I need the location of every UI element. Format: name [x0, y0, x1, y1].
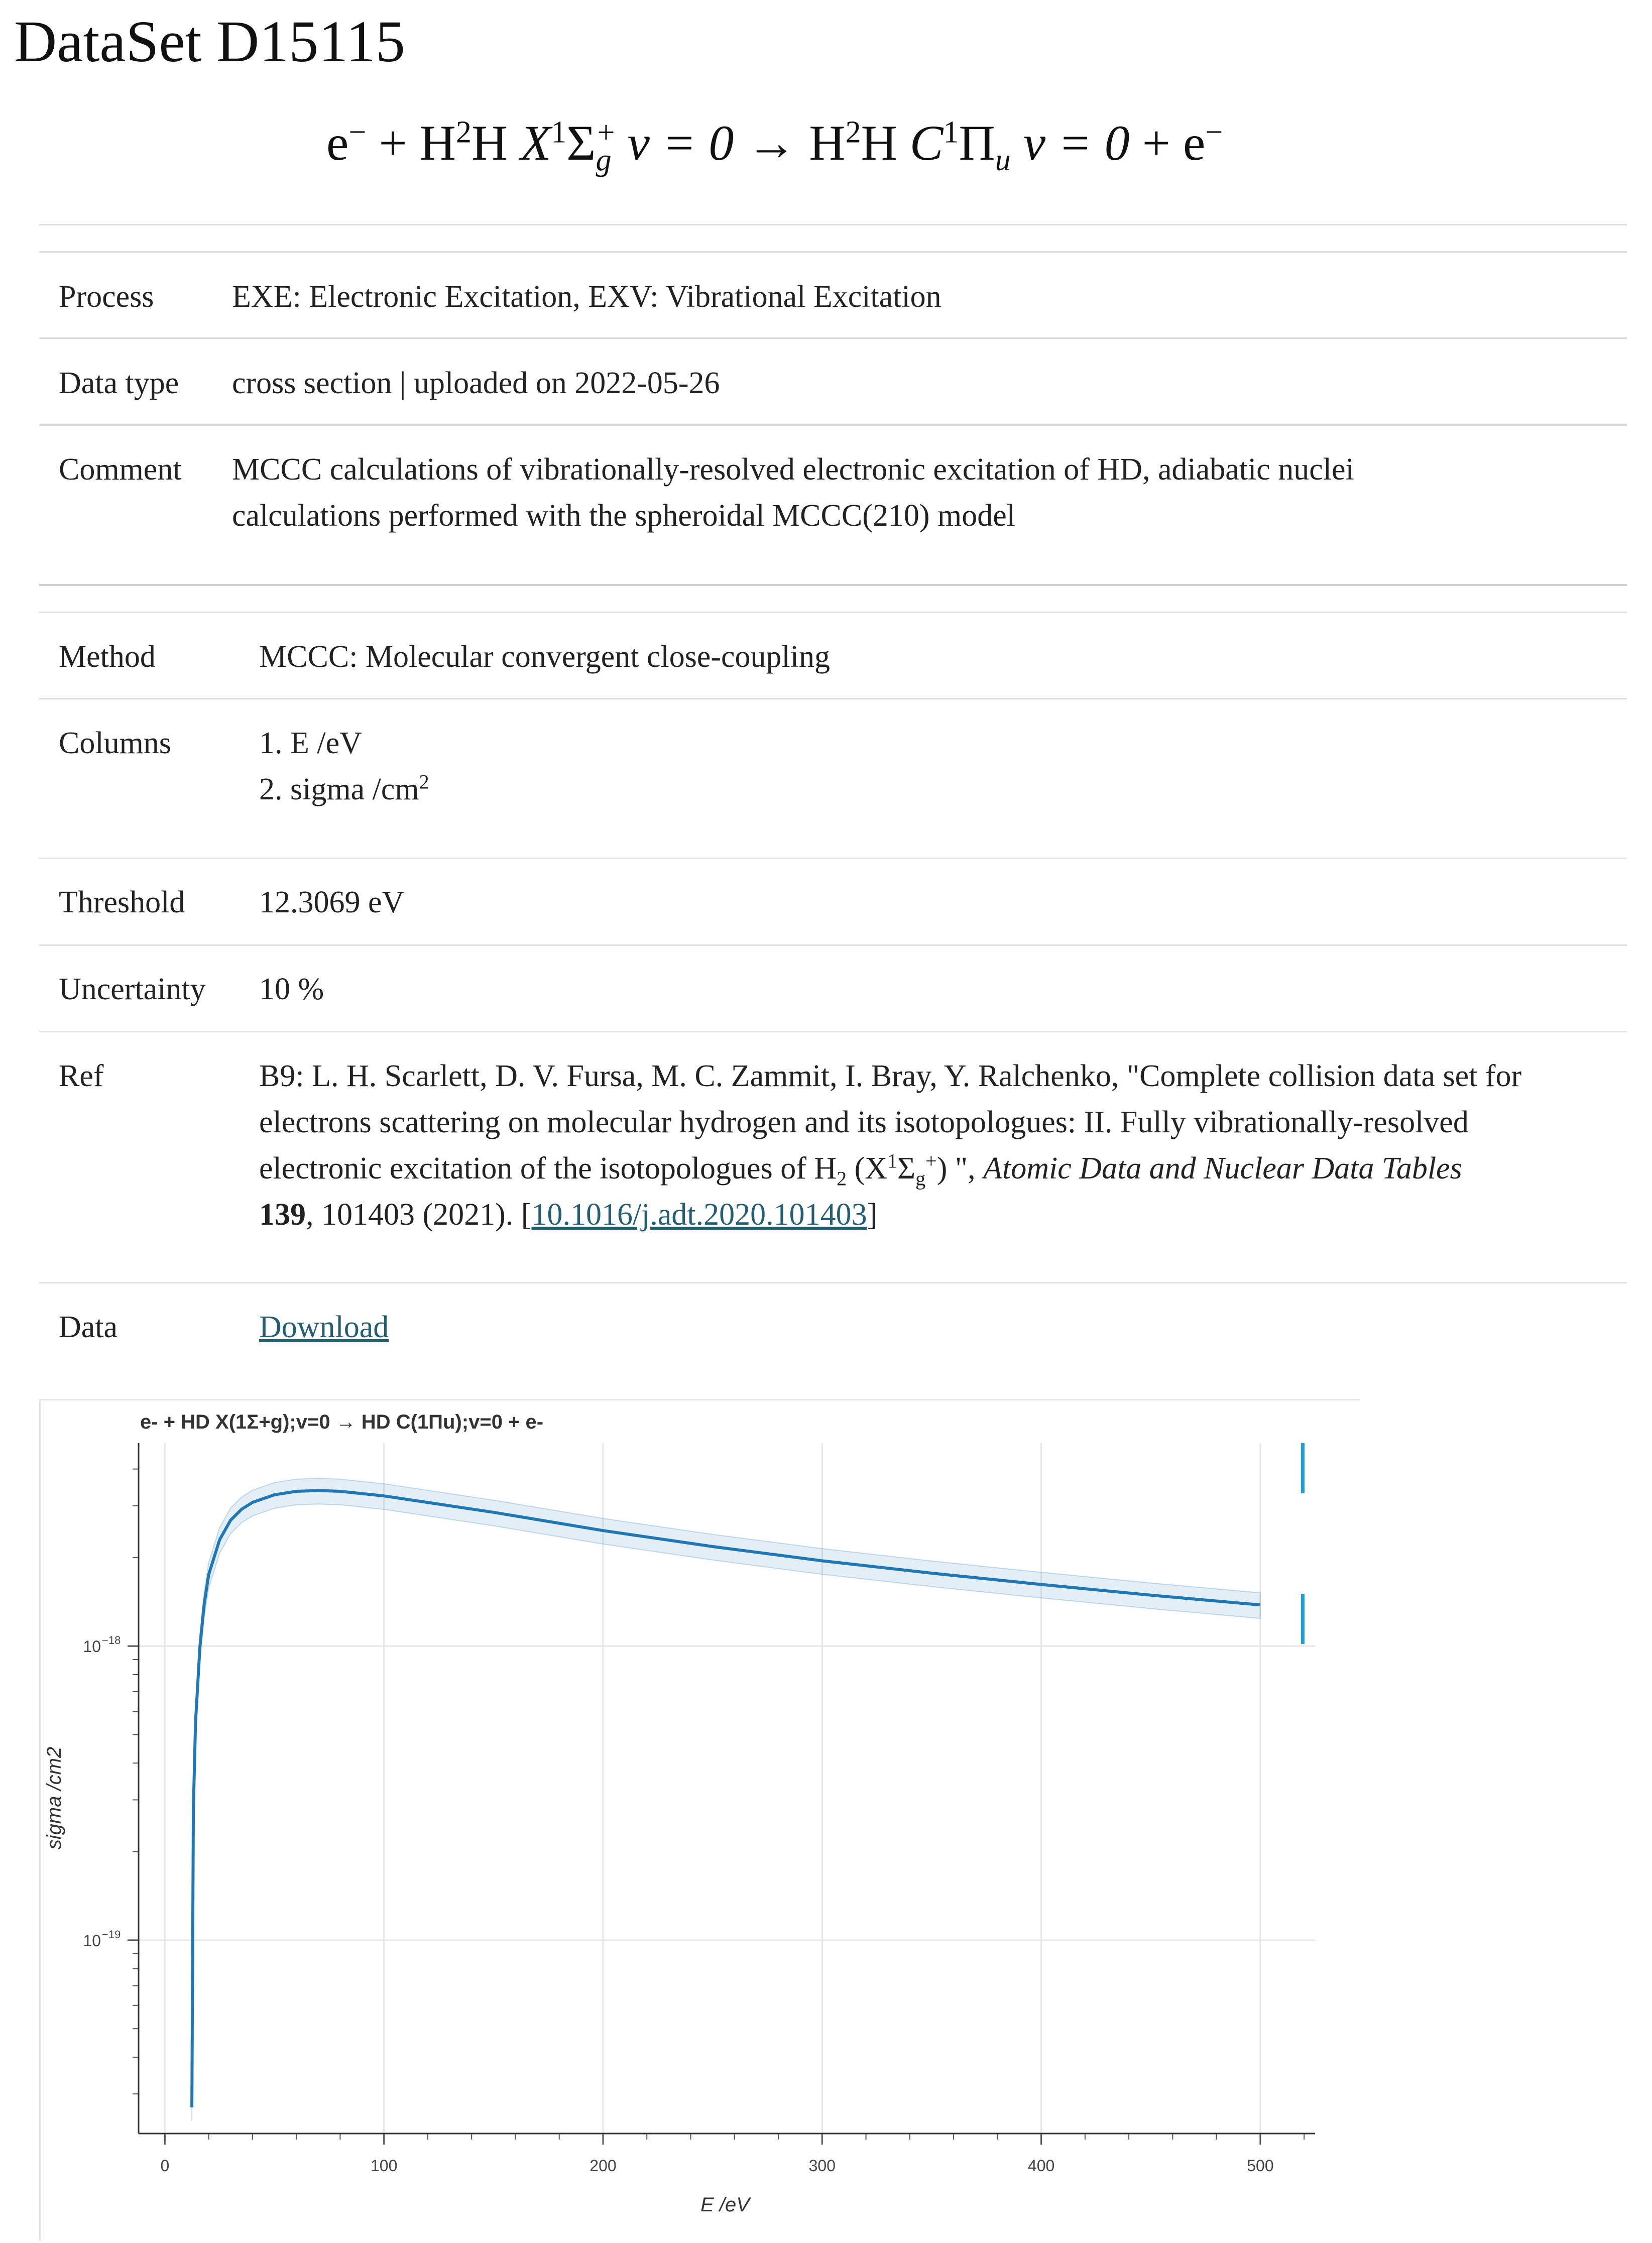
ref-journal: Atomic Data and Nuclear Data Tables	[983, 1151, 1462, 1186]
y-axis-label: sigma /cm2	[43, 1746, 65, 1850]
uncertainty-band	[192, 1478, 1260, 2121]
divider	[39, 424, 1627, 426]
reaction-arrow: →	[746, 115, 797, 171]
reaction-target: H	[419, 115, 456, 171]
ref-state: (X	[854, 1151, 888, 1186]
x-tick-label: 0	[160, 2157, 170, 2175]
divider	[39, 1031, 1627, 1032]
comment-label: Comment	[59, 452, 182, 487]
cross-section-plot[interactable]	[39, 1399, 1360, 2241]
method-value: MCCC: Molecular convergent close-coupling	[259, 640, 831, 674]
page-title: DataSet D15115	[14, 9, 405, 74]
column-1: 1. E /eV	[259, 726, 362, 760]
method-label: Method	[59, 640, 156, 674]
column-2	[259, 766, 429, 812]
reaction-initial-vib: v = 0	[627, 115, 734, 171]
x-tick-label: 300	[808, 2157, 836, 2175]
divider	[39, 858, 1627, 859]
ref-line: electronic excitation of the isotopologues of $H_2$ $(X^1\Sigma_g^+)$ ", Atomic Data and Nuclear Data Tables	[259, 1149, 1462, 1190]
ref-line	[259, 1192, 877, 1238]
section-divider	[39, 584, 1627, 586]
reaction-projectile: e	[326, 115, 349, 171]
ref-close: ) ",	[936, 1151, 976, 1186]
ref-label: Ref	[59, 1059, 104, 1093]
reaction-initial-state: X	[520, 115, 551, 171]
divider	[39, 945, 1627, 946]
divider	[39, 612, 1627, 613]
x-tick-label: 200	[589, 2157, 617, 2175]
y-tick-exponent: −18	[102, 1634, 121, 1647]
y-tick-label: 10	[83, 1637, 101, 1656]
ref-text: electronic excitation of the isotopologues of H	[259, 1151, 837, 1186]
y-tick-label: 10	[83, 1931, 101, 1950]
threshold-value: 12.3069 eV	[259, 885, 405, 919]
divider	[39, 1282, 1627, 1283]
y-tick-exponent: −19	[102, 1928, 121, 1941]
reaction-isotope: 2	[455, 115, 471, 150]
process-label: Process	[59, 280, 154, 314]
reaction-final-vib: v = 0	[1023, 115, 1130, 171]
chart-svg[interactable]	[41, 1400, 1360, 2241]
reaction-equation: $e^- + H^2H$ $X^1\Sigma_g^+$ $v = 0 \to H^2H$ $C^1\Pi_u$ v = 0 + e−	[326, 115, 1223, 177]
comment-line: calculations performed with the spheroidal MCCC(210) model	[232, 499, 1015, 533]
x-tick-label: 400	[1027, 2157, 1055, 2175]
x-tick-label: 100	[370, 2157, 398, 2175]
uncertainty-value: 10 %	[259, 972, 324, 1006]
toolbar-handle[interactable]	[1301, 1594, 1305, 1644]
ref-pages: , 101403 (2021). [	[306, 1198, 532, 1232]
data-label: Data	[59, 1310, 118, 1344]
ref-volume: 139	[259, 1198, 306, 1232]
threshold-label: Threshold	[59, 885, 185, 919]
reaction-final-state: C	[909, 115, 943, 171]
comment-line: MCCC calculations of vibrationally-resolved electronic excitation of HD, adiabatic nuclei	[232, 452, 1354, 487]
uncertainty-label: Uncertainty	[59, 972, 206, 1006]
divider	[39, 337, 1627, 339]
ref-line: electrons scattering on molecular hydrogen and its isotopologues: II. Fully vibrationally-resolved	[259, 1105, 1469, 1139]
datatype-value: cross section | uploaded on 2022-05-26	[232, 366, 720, 400]
chart-title: e- + HD X(1Σ+g);v=0 → HD C(1Πu);v=0 + e-	[140, 1411, 544, 1433]
download-link[interactable]: Download	[259, 1310, 389, 1344]
divider	[39, 251, 1627, 253]
toolbar-handle[interactable]	[1301, 1443, 1305, 1493]
datatype-label: Data type	[59, 366, 179, 400]
doi-link[interactable]: 10.1016/j.adt.2020.101403	[531, 1198, 867, 1232]
ref-sub: 2	[837, 1167, 847, 1190]
x-tick-label: 500	[1247, 2157, 1274, 2175]
divider	[39, 698, 1627, 699]
x-axis-label: E /eV	[700, 2194, 750, 2216]
columns-label: Columns	[59, 726, 171, 760]
ref-bracket: ]	[867, 1198, 878, 1232]
column-2-sup: 2	[419, 770, 429, 793]
reaction-plus: +	[379, 115, 407, 171]
divider	[39, 224, 1627, 225]
column-2-text: 2. sigma /cm	[259, 772, 419, 806]
ref-line: B9: L. H. Scarlett, D. V. Fursa, M. C. Zammit, I. Bray, Y. Ralchenko, "Complete collision data set for	[259, 1059, 1522, 1093]
process-value: EXE: Electronic Excitation, EXV: Vibrational Excitation	[232, 280, 941, 314]
